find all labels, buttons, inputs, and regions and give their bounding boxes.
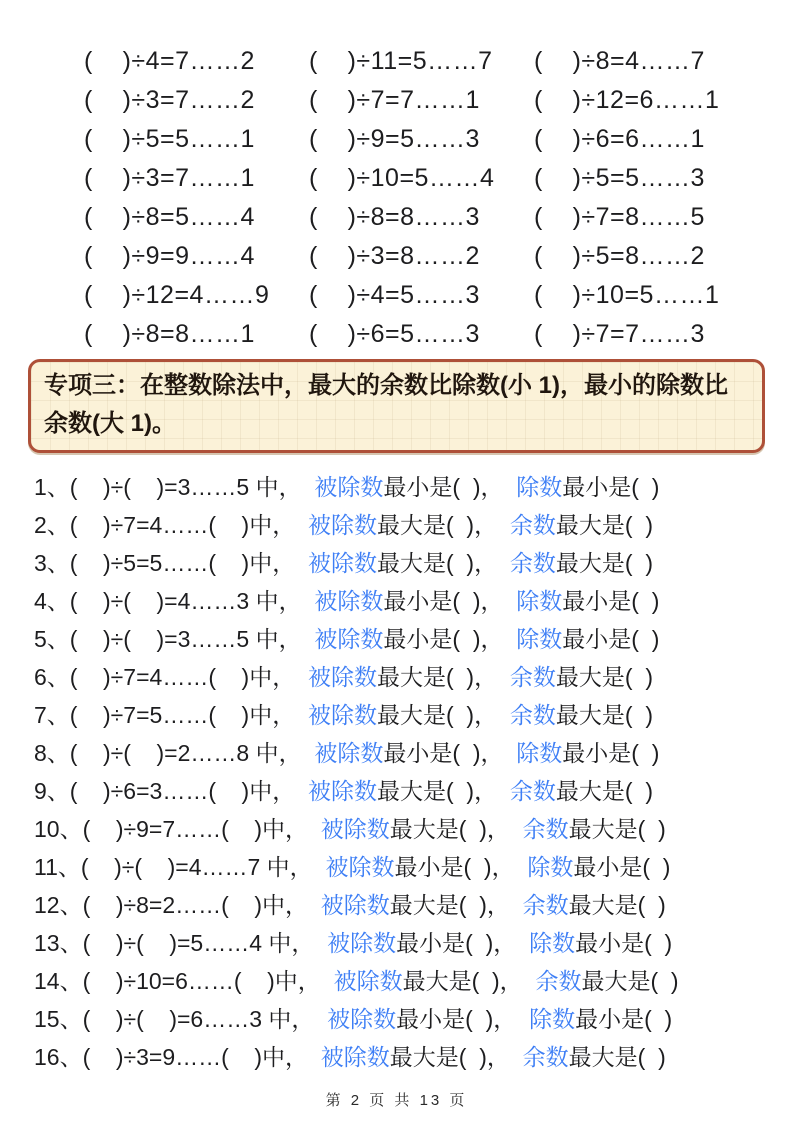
problem-number: 15、 bbox=[34, 1005, 83, 1032]
equation-col-1: ( )÷8=8……1 bbox=[84, 320, 255, 348]
problem-number: 7、 bbox=[34, 701, 70, 728]
equation-col-1: ( )÷8=5……4 bbox=[84, 203, 255, 231]
problem-tail-text: 最小是( ) bbox=[562, 587, 660, 614]
problem-number: 8、 bbox=[34, 739, 70, 766]
problem-equation: ( )÷6=3……( )中， bbox=[69, 777, 308, 804]
problem-term-second: 除数 bbox=[516, 625, 563, 652]
problem-mid-text: 最大是( )， bbox=[402, 967, 536, 994]
problem-term-second: 除数 bbox=[516, 587, 563, 614]
notice-box bbox=[28, 359, 765, 453]
problem-row bbox=[34, 808, 793, 846]
problem-term-second: 除数 bbox=[529, 1005, 576, 1032]
page-number: 第 2 页 共 13 页 bbox=[325, 1092, 468, 1109]
problem-term-dividend: 被除数 bbox=[307, 663, 377, 690]
problem-equation: ( )÷5=5……( )中， bbox=[69, 549, 308, 576]
problem-number: 1、 bbox=[34, 473, 70, 500]
problem-term-dividend: 被除数 bbox=[320, 891, 390, 918]
problem-tail-text: 最大是( ) bbox=[555, 663, 653, 690]
problem-tail-text: 最大是( ) bbox=[555, 777, 653, 804]
equation-row bbox=[84, 237, 793, 276]
problem-term-second: 余数 bbox=[509, 777, 556, 804]
problem-mid-text: 最小是( )， bbox=[394, 853, 528, 880]
problem-mid-text: 最小是( )， bbox=[383, 587, 517, 614]
problem-row bbox=[34, 770, 793, 808]
equation-col-2: ( )÷3=8……2 bbox=[309, 242, 480, 270]
problem-term-dividend: 被除数 bbox=[327, 1005, 397, 1032]
problem-mid-text: 最大是( )， bbox=[376, 549, 510, 576]
problem-row bbox=[34, 466, 793, 504]
problem-term-dividend: 被除数 bbox=[314, 587, 384, 614]
problem-tail-text: 最大是( ) bbox=[555, 701, 653, 728]
problem-term-dividend: 被除数 bbox=[320, 815, 390, 842]
problem-tail-text: 最小是( ) bbox=[575, 1005, 673, 1032]
problem-equation: ( )÷( )=2……8 中， bbox=[69, 739, 315, 766]
problem-equation: ( )÷( )=4……7 中， bbox=[80, 853, 326, 880]
equation-col-3: ( )÷6=6……1 bbox=[534, 125, 705, 153]
equation-row bbox=[84, 42, 793, 81]
equation-col-3: ( )÷7=7……3 bbox=[534, 320, 705, 348]
problem-term-dividend: 被除数 bbox=[314, 625, 384, 652]
problem-number: 13、 bbox=[34, 929, 83, 956]
problem-tail-text: 最小是( ) bbox=[575, 929, 673, 956]
problem-mid-text: 最大是( )， bbox=[376, 701, 510, 728]
problem-tail-text: 最大是( ) bbox=[555, 549, 653, 576]
problem-term-dividend: 被除数 bbox=[327, 929, 397, 956]
equation-col-1: ( )÷3=7……2 bbox=[84, 86, 255, 114]
equation-col-2: ( )÷6=5……3 bbox=[309, 320, 480, 348]
problem-mid-text: 最大是( )， bbox=[389, 1043, 523, 1070]
problem-row bbox=[34, 542, 793, 580]
problem-row bbox=[34, 732, 793, 770]
problem-term-dividend: 被除数 bbox=[325, 853, 395, 880]
problem-equation: ( )÷9=7……( )中， bbox=[82, 815, 321, 842]
problem-mid-text: 最大是( )， bbox=[389, 891, 523, 918]
problem-row bbox=[34, 960, 793, 998]
problem-term-second: 余数 bbox=[522, 1043, 569, 1070]
problem-row bbox=[34, 922, 793, 960]
problem-tail-text: 最小是( ) bbox=[562, 625, 660, 652]
problem-mid-text: 最小是( )， bbox=[396, 1005, 530, 1032]
problem-term-second: 余数 bbox=[509, 549, 556, 576]
problem-term-dividend: 被除数 bbox=[307, 549, 377, 576]
problem-equation: ( )÷3=9……( )中， bbox=[82, 1043, 321, 1070]
problem-tail-text: 最大是( ) bbox=[555, 511, 653, 538]
problem-term-second: 余数 bbox=[509, 701, 556, 728]
problem-equation: ( )÷( )=6……3 中， bbox=[82, 1005, 328, 1032]
equation-col-1: ( )÷5=5……1 bbox=[84, 125, 255, 153]
problem-equation: ( )÷( )=5……4 中， bbox=[82, 929, 328, 956]
problem-term-second: 余数 bbox=[509, 663, 556, 690]
problem-tail-text: 最大是( ) bbox=[568, 1043, 666, 1070]
problem-term-dividend: 被除数 bbox=[307, 701, 377, 728]
equation-col-1: ( )÷4=7……2 bbox=[84, 47, 255, 75]
problem-number: 4、 bbox=[34, 587, 70, 614]
problem-number: 12、 bbox=[34, 891, 83, 918]
problem-number: 2、 bbox=[34, 511, 70, 538]
problem-term-second: 余数 bbox=[522, 891, 569, 918]
equation-col-3: ( )÷12=6……1 bbox=[534, 86, 720, 114]
problem-term-dividend: 被除数 bbox=[314, 473, 384, 500]
problem-number: 3、 bbox=[34, 549, 70, 576]
equation-row bbox=[84, 81, 793, 120]
problem-list bbox=[0, 453, 793, 1074]
problem-number: 10、 bbox=[34, 815, 83, 842]
problem-tail-text: 最大是( ) bbox=[581, 967, 679, 994]
equation-col-3: ( )÷5=8……2 bbox=[534, 242, 705, 270]
problem-mid-text: 最小是( )， bbox=[383, 739, 517, 766]
equation-col-3: ( )÷7=8……5 bbox=[534, 203, 705, 231]
problem-mid-text: 最小是( )， bbox=[383, 625, 517, 652]
equation-col-1: ( )÷3=7……1 bbox=[84, 164, 255, 192]
equation-col-3: ( )÷5=5……3 bbox=[534, 164, 705, 192]
problem-row bbox=[34, 694, 793, 732]
equation-col-2: ( )÷4=5……3 bbox=[309, 281, 480, 309]
equation-col-3: ( )÷10=5……1 bbox=[534, 281, 720, 309]
problem-term-dividend: 被除数 bbox=[314, 739, 384, 766]
problem-row bbox=[34, 998, 793, 1036]
problem-equation: ( )÷10=6……( )中， bbox=[82, 967, 334, 994]
problem-tail-text: 最小是( ) bbox=[573, 853, 671, 880]
problem-number: 14、 bbox=[34, 967, 83, 994]
problem-equation: ( )÷( )=4……3 中， bbox=[69, 587, 315, 614]
problem-mid-text: 最小是( )， bbox=[396, 929, 530, 956]
equation-col-3: ( )÷8=4……7 bbox=[534, 47, 705, 75]
problem-tail-text: 最大是( ) bbox=[568, 815, 666, 842]
problem-equation: ( )÷7=5……( )中， bbox=[69, 701, 308, 728]
problem-row bbox=[34, 846, 793, 884]
problem-row bbox=[34, 884, 793, 922]
equation-row bbox=[84, 198, 793, 237]
equation-row bbox=[84, 159, 793, 198]
problem-number: 6、 bbox=[34, 663, 70, 690]
problem-term-dividend: 被除数 bbox=[307, 777, 377, 804]
problem-equation: ( )÷7=4……( )中， bbox=[69, 511, 308, 538]
equation-grid bbox=[0, 0, 793, 354]
problem-term-dividend: 被除数 bbox=[333, 967, 403, 994]
problem-mid-text: 最大是( )， bbox=[376, 777, 510, 804]
problem-term-second: 余数 bbox=[509, 511, 556, 538]
page-footer bbox=[0, 1089, 793, 1110]
problem-row bbox=[34, 580, 793, 618]
equation-col-2: ( )÷8=8……3 bbox=[309, 203, 480, 231]
problem-term-second: 余数 bbox=[522, 815, 569, 842]
problem-row bbox=[34, 504, 793, 542]
equation-col-1: ( )÷12=4……9 bbox=[84, 281, 270, 309]
problem-term-dividend: 被除数 bbox=[307, 511, 377, 538]
problem-tail-text: 最小是( ) bbox=[562, 739, 660, 766]
problem-mid-text: 最小是( )， bbox=[383, 473, 517, 500]
problem-equation: ( )÷( )=3……5 中， bbox=[69, 473, 315, 500]
problem-term-second: 除数 bbox=[516, 739, 563, 766]
problem-term-dividend: 被除数 bbox=[320, 1043, 390, 1070]
problem-term-second: 除数 bbox=[516, 473, 563, 500]
problem-mid-text: 最大是( )， bbox=[389, 815, 523, 842]
problem-number: 9、 bbox=[34, 777, 70, 804]
problem-term-second: 除数 bbox=[527, 853, 574, 880]
problem-equation: ( )÷( )=3……5 中， bbox=[69, 625, 315, 652]
problem-number: 11、 bbox=[34, 853, 81, 880]
problem-equation: ( )÷8=2……( )中， bbox=[82, 891, 321, 918]
equation-row bbox=[84, 120, 793, 159]
problem-number: 5、 bbox=[34, 625, 70, 652]
equation-row bbox=[84, 276, 793, 315]
problem-number: 16、 bbox=[34, 1043, 83, 1070]
problem-tail-text: 最小是( ) bbox=[562, 473, 660, 500]
problem-term-second: 除数 bbox=[529, 929, 576, 956]
problem-row bbox=[34, 1036, 793, 1074]
equation-row bbox=[84, 315, 793, 354]
problem-term-second: 余数 bbox=[535, 967, 582, 994]
equation-col-2: ( )÷7=7……1 bbox=[309, 86, 480, 114]
problem-row bbox=[34, 656, 793, 694]
equation-col-2: ( )÷10=5……4 bbox=[309, 164, 495, 192]
equation-col-1: ( )÷9=9……4 bbox=[84, 242, 255, 270]
equation-col-2: ( )÷11=5……7 bbox=[309, 47, 493, 75]
equation-col-2: ( )÷9=5……3 bbox=[309, 125, 480, 153]
notice-text: 专项三：在整数除法中，最大的余数比除数(小 1)，最小的除数比余数(大 1)。 bbox=[44, 372, 728, 437]
problem-mid-text: 最大是( )， bbox=[376, 663, 510, 690]
problem-row bbox=[34, 618, 793, 656]
problem-equation: ( )÷7=4……( )中， bbox=[69, 663, 308, 690]
problem-mid-text: 最大是( )， bbox=[376, 511, 510, 538]
problem-tail-text: 最大是( ) bbox=[568, 891, 666, 918]
